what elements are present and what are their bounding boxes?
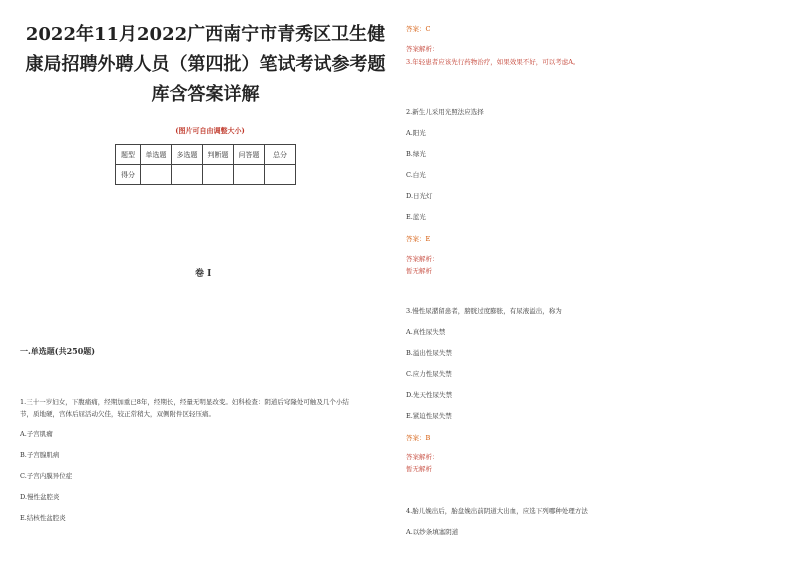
question-3-option-c[interactable]: C.应力性尿失禁 (406, 370, 452, 378)
score-table-header-row (116, 145, 296, 165)
score-cell[interactable] (265, 165, 296, 185)
question-3-option-d[interactable]: D.先天性尿失禁 (406, 391, 453, 399)
question-2-option-e[interactable]: E.蓝光 (406, 213, 426, 221)
question-1-explanation-label: 答案解析： (406, 45, 439, 53)
score-table (115, 144, 296, 185)
question-1-explanation: 3.年轻患者应该先行药物治疗，如果效果不好，可以考虑A。 (406, 58, 580, 66)
score-cell[interactable] (234, 165, 265, 185)
question-3-stem: 3.慢性尿潴留患者，膀胱过度膨胀，有尿液溢出，称为 (406, 307, 562, 315)
question-1-option-a[interactable]: A.子宫肌瘤 (20, 430, 53, 438)
question-2-option-a[interactable]: A.阳光 (406, 129, 426, 137)
question-3-option-e[interactable]: E.紧迫性尿失禁 (406, 412, 452, 420)
question-2-option-b[interactable]: B.绿光 (406, 150, 426, 158)
score-header-cell: 题型 (116, 145, 141, 165)
question-3-explanation-label: 答案解析： (406, 453, 439, 461)
question-3-explanation: 暂无解析 (406, 465, 432, 473)
question-3-option-b[interactable]: B.溢出性尿失禁 (406, 349, 452, 357)
question-1-option-e[interactable]: E.结核性盆腔炎 (20, 514, 66, 522)
question-2-explanation-label: 答案解析： (406, 255, 439, 263)
question-2-option-c[interactable]: C.白光 (406, 171, 426, 179)
question-2-option-d[interactable]: D.日光灯 (406, 192, 433, 200)
score-cell[interactable] (203, 165, 234, 185)
document-title: 2022年11月2022广西南宁市青秀区卫生健康局招聘外聘人员（第四批）笔试考试参考题库含答案详解 (25, 24, 386, 105)
score-header-cell: 判断题 (203, 145, 234, 165)
score-header-cell: 总分 (265, 145, 296, 165)
question-2-explanation: 暂无解析 (406, 267, 432, 275)
question-1-stem: 1.三十一岁妇女，下腹痛痛，经期加重已8年，经期长，经量无明显改变。妇科检查：阴道后穹隆处可触及几个小结节，质地硬，宫体后屈活动欠佳，较正常稍大，双侧附件区轻压痛。 (20, 398, 349, 418)
question-4-stem: 4.胎儿娩出后，胎盘娩出前阴道大出血，应选下列哪种处理方法 (406, 507, 588, 515)
score-table-row (116, 165, 296, 185)
score-row-label: 得分 (116, 165, 141, 185)
image-note: (图片可自由调整大小) (175, 126, 245, 135)
question-1-answer: 答案：C (406, 25, 431, 33)
score-header-cell: 问答题 (234, 145, 265, 165)
question-1-option-d[interactable]: D.慢性盆腔炎 (20, 493, 60, 501)
question-3-answer: 答案：B (406, 434, 431, 442)
section-heading: 一.单选题(共250题) (20, 346, 96, 356)
question-4-option-a[interactable]: A.以纱条填塞阴道 (406, 528, 459, 536)
question-2-answer: 答案：E (406, 235, 431, 243)
volume-heading: 卷 I (195, 269, 212, 279)
question-3-option-a[interactable]: A.真性尿失禁 (406, 328, 446, 336)
question-1-option-c[interactable]: C.子宫内膜异位症 (20, 472, 73, 480)
score-cell[interactable] (172, 165, 203, 185)
question-2-stem: 2.新生儿采用光照法应选择 (406, 108, 484, 116)
question-1-option-b[interactable]: B.子宫腺肌病 (20, 451, 60, 459)
score-header-cell: 单选题 (141, 145, 172, 165)
score-header-cell: 多选题 (172, 145, 203, 165)
score-cell[interactable] (141, 165, 172, 185)
